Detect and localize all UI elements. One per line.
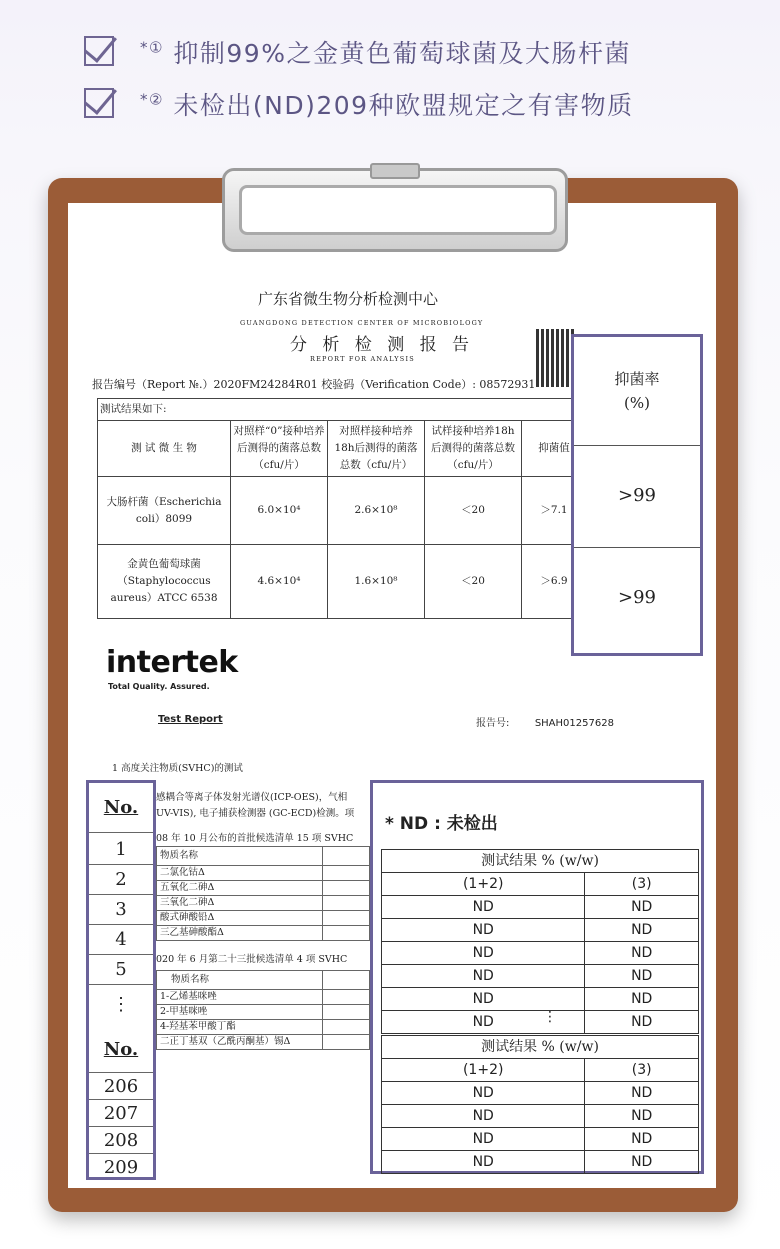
- nd-cell: ND: [585, 896, 699, 919]
- table-row: [157, 881, 370, 896]
- clip-tab: [370, 163, 420, 179]
- no-item: 2: [89, 865, 153, 895]
- no-item: 1: [89, 835, 153, 865]
- substance: 二正丁基双（乙酰丙酮基）锡Δ: [157, 1035, 323, 1050]
- cell: 1.6×10⁸: [328, 545, 425, 619]
- method-text: [156, 790, 354, 822]
- logo-tagline: Total Quality. Assured.: [108, 682, 210, 691]
- center-name: 广东省微生物分析检测中心: [258, 290, 439, 308]
- nd-legend: * ND : 未检出: [385, 814, 498, 834]
- nd-cell: ND: [382, 942, 585, 965]
- nd-cell: ND: [382, 965, 585, 988]
- substance: 三乙基砷酸酯Δ: [157, 926, 323, 941]
- report-no-label: 报告号:: [476, 718, 510, 729]
- batch1-title: 08 年 10 月公布的首批候选清单 15 项 SVHC: [156, 833, 354, 844]
- nd-cell: ND: [585, 1105, 699, 1128]
- batch2-title: 020 年 6 月第二十三批候选清单 4 项 SVHC: [156, 954, 348, 965]
- nd-cell: ND: [382, 1082, 585, 1105]
- table-row: [382, 1128, 699, 1151]
- table-row: [382, 1082, 699, 1105]
- substance: 五氧化二砷Δ: [157, 881, 323, 896]
- nd-cell: ND: [585, 1151, 699, 1174]
- nd-cell: ND: [382, 1105, 585, 1128]
- col-header: 物质名称: [157, 847, 323, 866]
- col-header: 对照样接种培养18h后测得的菌落总数（cfu/片）: [328, 421, 425, 477]
- cell: 4.6×10⁴: [231, 545, 328, 619]
- nd-cell: ND: [382, 896, 585, 919]
- organism: 大肠杆菌（Escherichia coli）8099: [98, 477, 231, 545]
- table-row: [157, 1020, 370, 1035]
- table-row: [382, 988, 699, 1011]
- center-name-en: GUANGDONG DETECTION CENTER OF MICROBIOLOGY: [240, 319, 484, 327]
- results-label: 测试结果如下:: [98, 399, 587, 421]
- table-row: [157, 990, 370, 1005]
- claim-text: 抑制99%之金黄色葡萄球菌及大肠杆菌: [173, 39, 631, 68]
- table-row: [382, 965, 699, 988]
- col-header: 测试结果 % (w/w): [382, 850, 699, 873]
- svhc-section: 1 高度关注物质(SVHC)的测试: [112, 763, 243, 774]
- col-header: 试样接种培养18h后测得的菌落总数（cfu/片）: [425, 421, 522, 477]
- inhibition-header: 抑菌率: [614, 370, 660, 388]
- number-box: [86, 780, 156, 1180]
- inhibition-unit: (%): [624, 394, 650, 412]
- batch1-table: [156, 846, 370, 941]
- nd-table-bottom: [381, 1035, 699, 1174]
- claim-text: 未检出(ND)209种欧盟规定之有害物质: [173, 91, 634, 120]
- table-row: [157, 1035, 370, 1050]
- cell: ＜20: [425, 545, 522, 619]
- table-row: [157, 866, 370, 881]
- table-row: [157, 896, 370, 911]
- report-number: 报告编号（Report №.）2020FM24284R01 校验码（Verification Code）: 08572931: [92, 378, 536, 391]
- nd-results-box: [370, 780, 704, 1174]
- no-item: 207: [89, 1100, 153, 1127]
- report-title-en: REPORT FOR ANALYSIS: [310, 355, 415, 363]
- no-item: 5: [89, 955, 153, 985]
- no-header: No.: [89, 783, 153, 833]
- col-header: (3): [585, 873, 699, 896]
- nd-cell: ND: [382, 1128, 585, 1151]
- cell: ＜20: [425, 477, 522, 545]
- table-row: [382, 1105, 699, 1128]
- nd-cell: ND: [585, 988, 699, 1011]
- table-row: [157, 926, 370, 941]
- substance: 二氯化钴Δ: [157, 866, 323, 881]
- batch2-table: [156, 970, 370, 1050]
- organism: 金黄色葡萄球菌（Staphylococcus aureus）ATCC 6538: [98, 545, 231, 619]
- inhibition-rate-box: [571, 334, 703, 656]
- method-line: UV-VIS), 电子捕获检测器 (GC-ECD)检测。项: [156, 808, 355, 819]
- table-row: [98, 477, 587, 545]
- col-header: 抑菌值: [522, 421, 587, 477]
- table-row: [382, 1011, 699, 1034]
- nd-cell: ND: [382, 1151, 585, 1174]
- table-row: [382, 942, 699, 965]
- nd-cell: ND: [585, 1011, 699, 1034]
- intertek-logo: intertek: [106, 645, 238, 680]
- claim-mark: *②: [140, 90, 164, 109]
- col-header: 测试结果 % (w/w): [382, 1036, 699, 1059]
- report-no: SHAH01257628: [534, 718, 614, 729]
- clipboard-clip: [222, 168, 568, 252]
- table-row: [382, 1151, 699, 1174]
- col-header: (3): [585, 1059, 699, 1082]
- cell: 2.6×10⁸: [328, 477, 425, 545]
- nd-cell: ND: [382, 988, 585, 1011]
- inhibition-value: >99: [574, 547, 700, 648]
- col-header: 测 试 微 生 物: [98, 421, 231, 477]
- method-line: 感耦合等离子体发射光谱仪(ICP-OES)，气相: [156, 792, 348, 803]
- substance: 三氧化二砷Δ: [157, 896, 323, 911]
- micro-results-table: [97, 398, 587, 619]
- checkbox-icon: [84, 88, 114, 118]
- report-title: 分 析 检 测 报 告: [290, 335, 475, 355]
- inhibition-value: >99: [574, 445, 700, 546]
- nd-cell: ND: [585, 919, 699, 942]
- test-report-title: Test Report: [158, 714, 223, 725]
- substance: 酸式砷酸铅Δ: [157, 911, 323, 926]
- table-row: [98, 421, 587, 477]
- table-row: [98, 545, 587, 619]
- cell: ＞6.9: [522, 545, 587, 619]
- qr-code-icon: [536, 329, 574, 387]
- no-ellipsis: ⋮: [112, 994, 130, 1015]
- no-item: 4: [89, 925, 153, 955]
- no-item: 208: [89, 1127, 153, 1154]
- nd-cell: ND: [585, 942, 699, 965]
- table-row: [157, 1005, 370, 1020]
- nd-table-top: [381, 849, 699, 1034]
- no-header: No.: [89, 1027, 153, 1073]
- nd-cell: ND: [585, 965, 699, 988]
- nd-cell: ND: [382, 919, 585, 942]
- table-row: [382, 896, 699, 919]
- table-row: [157, 911, 370, 926]
- substance: 2-甲基咪唑: [157, 1005, 323, 1020]
- checkbox-icon: [84, 36, 114, 66]
- col-header: (1+2): [382, 1059, 585, 1082]
- claim-mark: *①: [140, 38, 164, 57]
- nd-cell: ND: [585, 1082, 699, 1105]
- nd-ellipsis: ⋮: [543, 1009, 557, 1025]
- no-item: 3: [89, 895, 153, 925]
- col-header: (1+2): [382, 873, 585, 896]
- cell: 6.0×10⁴: [231, 477, 328, 545]
- nd-cell: ND: [585, 1128, 699, 1151]
- table-row: [382, 919, 699, 942]
- col-header: 对照样“0”接种培养后测得的菌落总数（cfu/片）: [231, 421, 328, 477]
- substance: 4-羟基苯甲酸丁酯: [157, 1020, 323, 1035]
- no-item: 206: [89, 1073, 153, 1100]
- col-header: 物质名称: [157, 971, 323, 990]
- substance: 1-乙烯基咪唑: [157, 990, 323, 1005]
- cell: ＞7.1: [522, 477, 587, 545]
- no-item: 209: [103, 1157, 139, 1178]
- nd-cell: ND: [382, 1011, 585, 1034]
